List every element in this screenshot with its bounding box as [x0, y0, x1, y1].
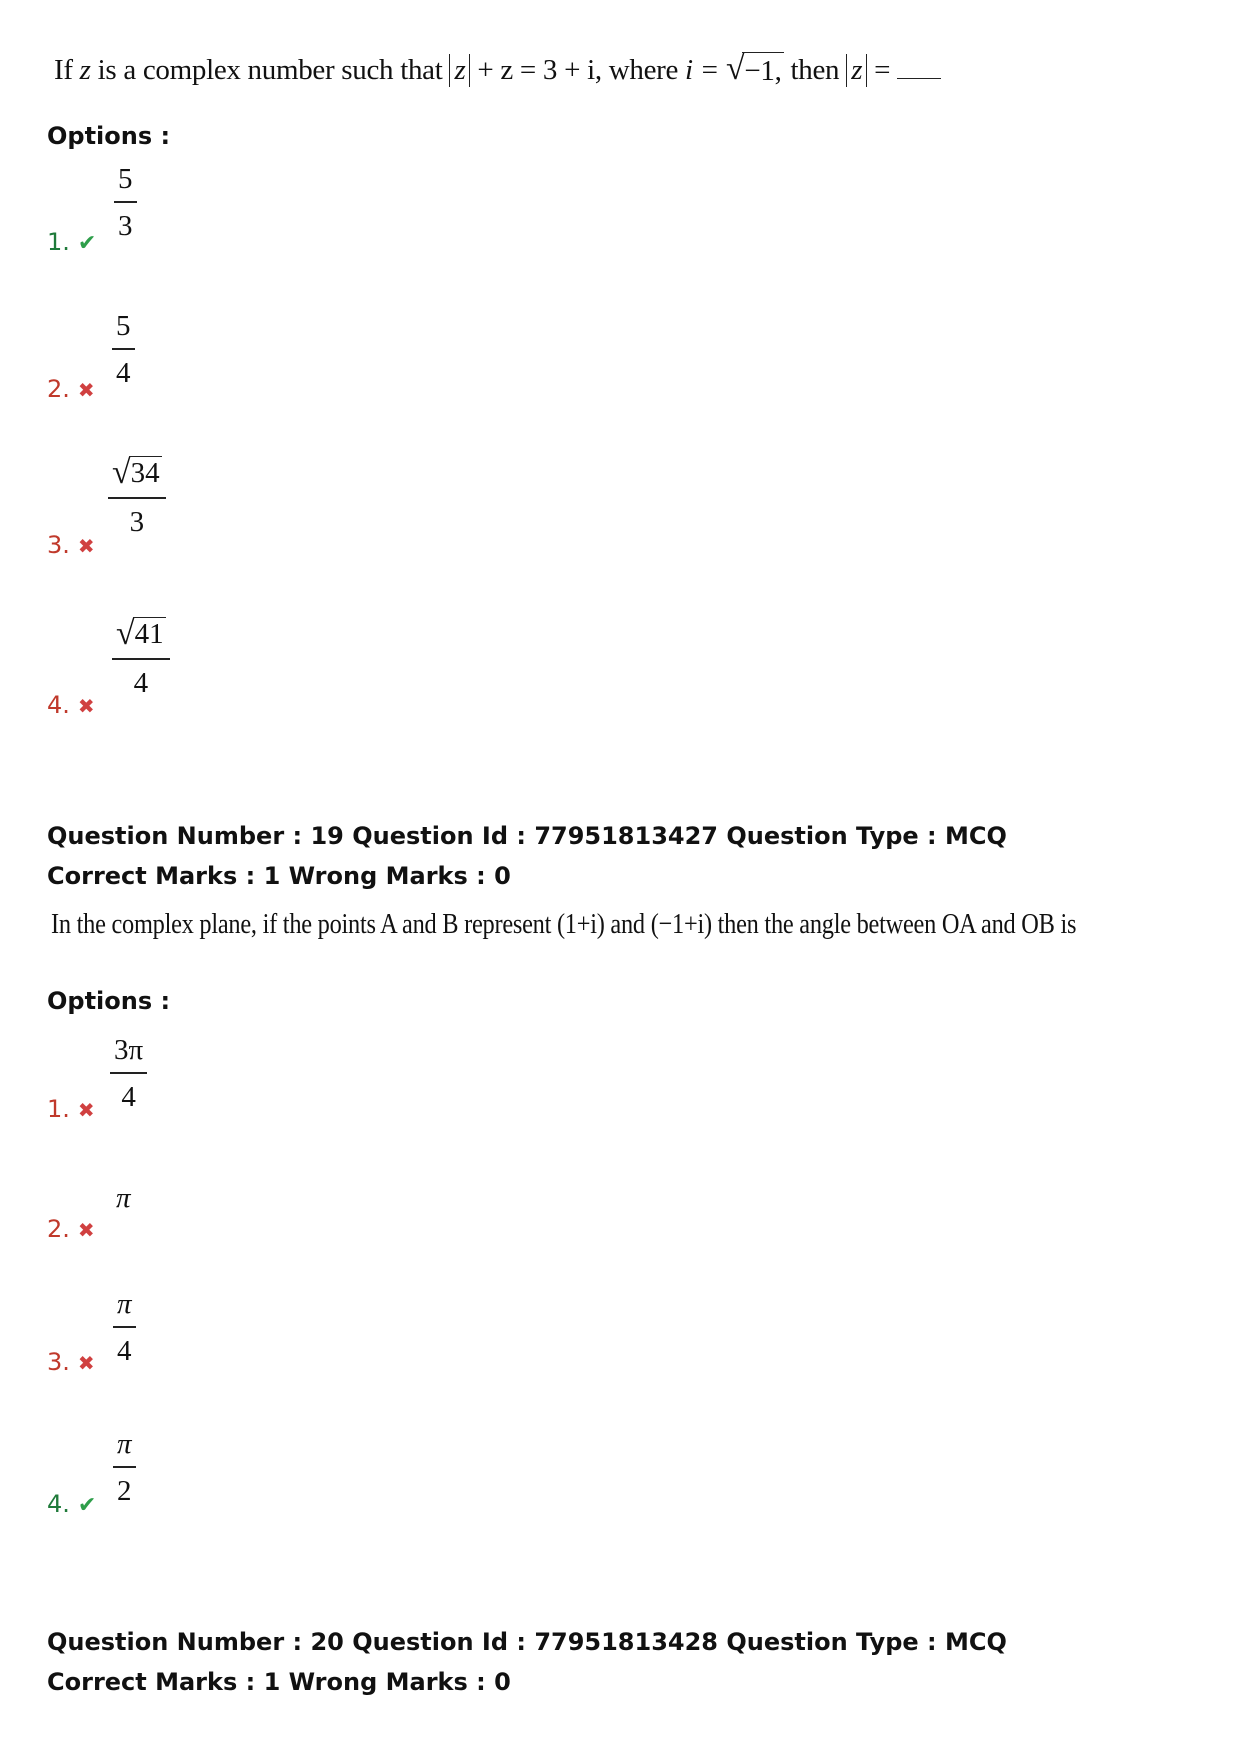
cross-icon: ✖ [77, 1218, 95, 1242]
q18-option-2-fraction: 5 4 [112, 312, 135, 388]
abs-z-expression-2: z [846, 54, 867, 87]
cross-icon: ✖ [77, 1351, 95, 1375]
check-icon: ✔ [77, 231, 97, 256]
q20-meta-line-2: Correct Marks : 1 Wrong Marks : 0 [47, 1668, 511, 1696]
q19-option-1-number: 1. ✖ [47, 1095, 95, 1123]
q18-option-3-number: 3. ✖ [47, 531, 95, 559]
cross-icon: ✖ [77, 694, 95, 718]
q19-question-text: In the complex plane, if the points A and B represent (1+i) and (−1+i) then the angle between OA and OB is [51, 908, 1077, 940]
q20-meta-line-1: Question Number : 20 Question Id : 77951813428 Question Type : MCQ [47, 1628, 1007, 1656]
q18-option-1-fraction: 5 3 [114, 165, 137, 241]
q18-option-3-fraction: √ 34 3 [108, 456, 166, 537]
q19-option-1-fraction: 3π 4 [110, 1036, 147, 1112]
q19-option-3-number: 3. ✖ [47, 1348, 95, 1376]
check-icon: ✔ [77, 1493, 97, 1518]
q19-options-label: Options : [47, 987, 171, 1015]
q18-options-label: Options : [47, 122, 171, 150]
answer-blank [897, 54, 941, 79]
cross-icon: ✖ [77, 378, 95, 402]
q19-option-3-fraction: π 4 [113, 1290, 136, 1366]
q18-option-4-fraction: √ 41 4 [112, 617, 170, 698]
q19-option-2-value: π [116, 1182, 131, 1214]
q19-meta-line-2: Correct Marks : 1 Wrong Marks : 0 [47, 862, 511, 890]
q19-option-4-fraction: π 2 [113, 1430, 136, 1506]
cross-icon: ✖ [77, 1098, 95, 1122]
q18-option-1-number: 1. ✔ [47, 228, 97, 256]
cross-icon: ✖ [77, 534, 95, 558]
abs-z-expression: z [449, 54, 470, 87]
q19-meta-line-1: Question Number : 19 Question Id : 77951813427 Question Type : MCQ [47, 822, 1007, 850]
q18-option-4-number: 4. ✖ [47, 691, 95, 719]
q18-option-2-number: 2. ✖ [47, 375, 95, 403]
sqrt-minus-one: √ −1, [725, 50, 782, 87]
q19-option-4-number: 4. ✔ [47, 1490, 97, 1518]
q18-question-text: If z is a complex number such that z + z = 3 + i, where i = √ −1, then z = [54, 52, 941, 88]
q19-option-2-number: 2. ✖ [47, 1215, 95, 1243]
